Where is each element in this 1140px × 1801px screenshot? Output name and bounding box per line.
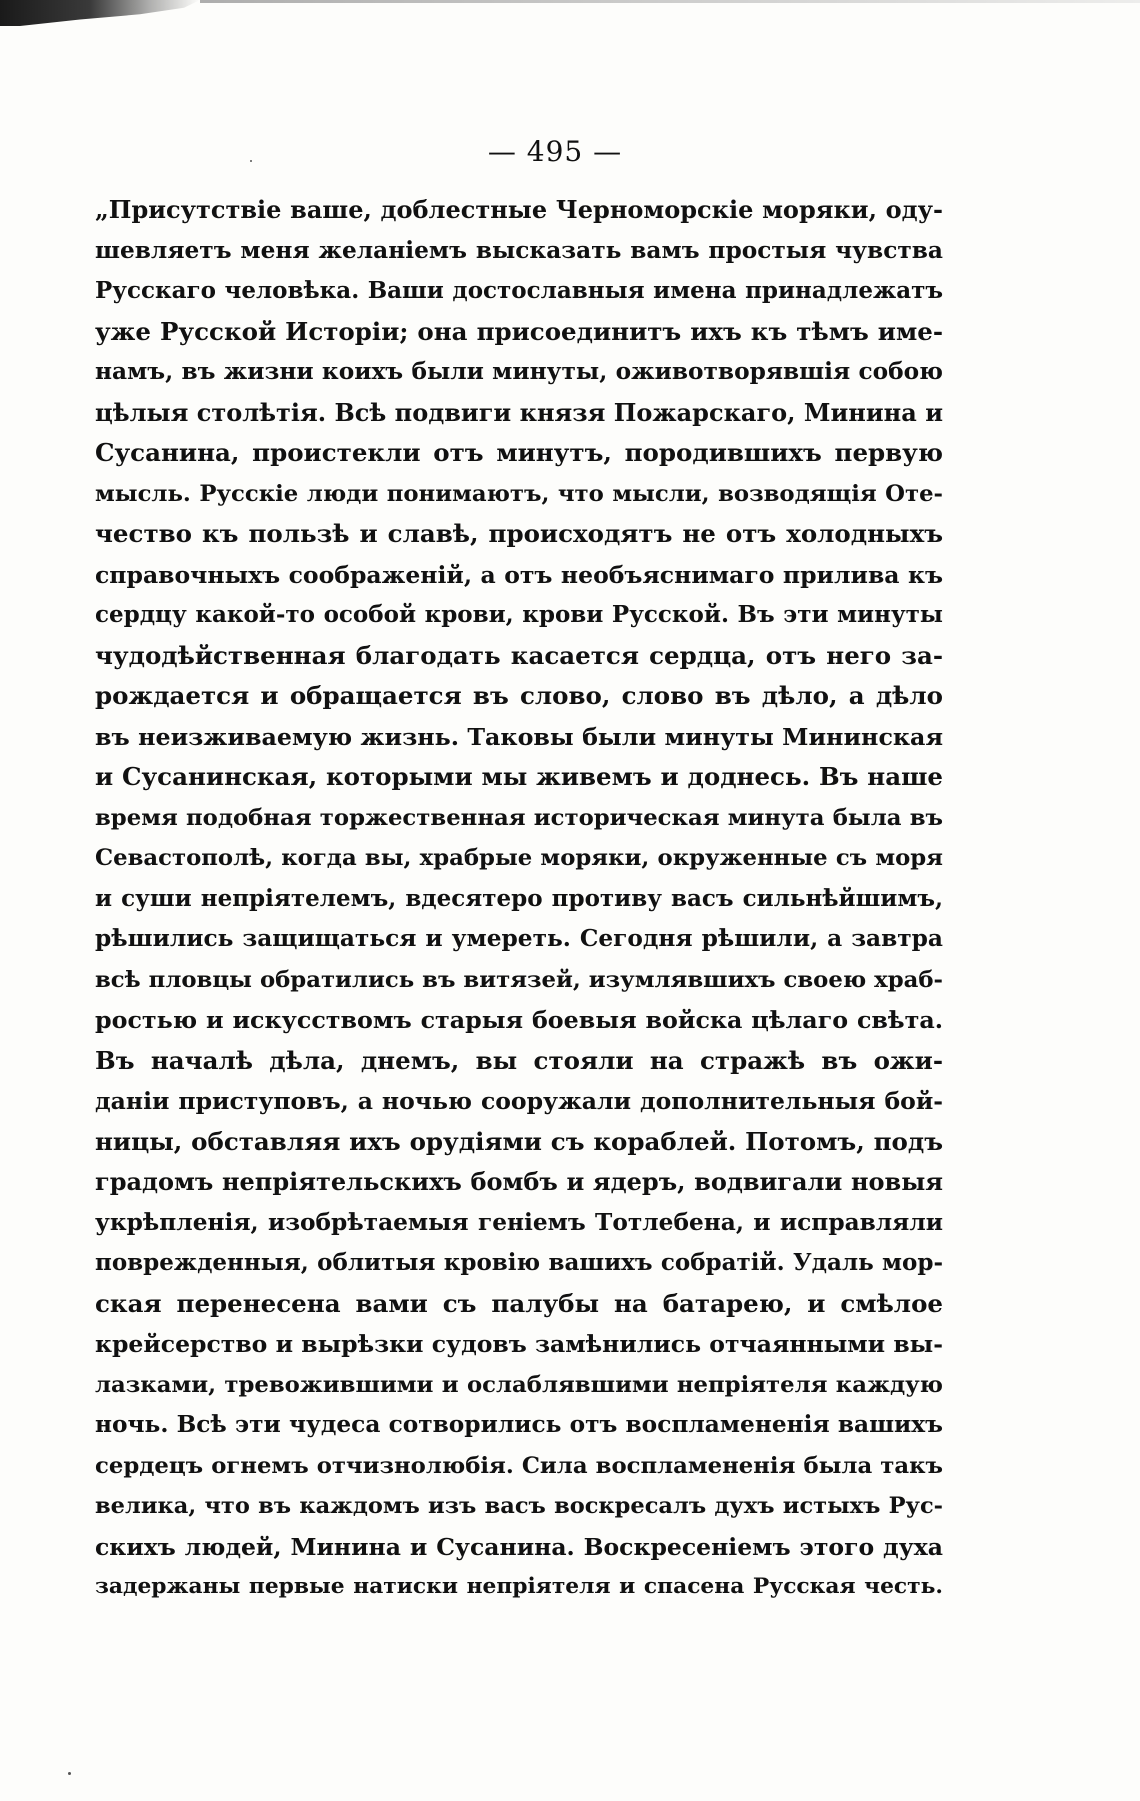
text-line: сердцу какой-то особой крови, крови Русской. Въ эти минуты bbox=[95, 601, 943, 628]
text-line: велика, что въ каждомъ изъ васъ воскресалъ духъ истыхъ Рус- bbox=[95, 1493, 943, 1519]
text-line: ростью и искусствомъ старыя боевыя войска цѣлаго свѣта. bbox=[95, 1006, 943, 1034]
text-line: Севастополѣ, когда вы, храбрые моряки, окруженные съ моря bbox=[95, 845, 943, 871]
text-line: „Присутствіе ваше, доблестные Черноморскіе моряки, оду- bbox=[95, 195, 943, 224]
text-line: ночь. Всѣ эти чудеса сотворились отъ воспламененія вашихъ bbox=[95, 1411, 943, 1438]
text-line: намъ, въ жизни коихъ были минуты, оживотворявшія собою bbox=[95, 358, 943, 385]
text-line: скихъ людей, Минина и Сусанина. Воскресеніемъ этого духа bbox=[95, 1532, 943, 1561]
text-line: чество къ пользѣ и славѣ, происходятъ не отъ холодныхъ bbox=[95, 519, 943, 548]
text-line: и суши непріятелемъ, вдесятеро противу васъ сильнѣйшимъ, bbox=[95, 884, 943, 912]
text-line: уже Русской Исторіи; она присоединитъ ихъ къ тѣмъ име- bbox=[95, 316, 943, 346]
text-line: ская перенесена вами съ палубы на батарею, и смѣлое bbox=[95, 1288, 943, 1318]
text-line: рѣшились защищаться и умереть. Сегодня рѣшили, а завтра bbox=[95, 925, 943, 952]
text-line: въ неизживаемую жизнь. Таковы были минуты Мининская bbox=[95, 722, 943, 751]
text-line: Сусанина, проистекли отъ минутъ, породившихъ первую bbox=[95, 438, 943, 467]
body-text bbox=[95, 190, 943, 1608]
text-line: поврежденныя, облитыя кровію вашихъ собратій. Удаль мор- bbox=[95, 1249, 943, 1276]
text-line: чудодѣйственная благодать касается сердца, отъ него за- bbox=[95, 640, 943, 670]
text-line: время подобная торжественная историческая минута была въ bbox=[95, 804, 943, 831]
scan-edge-line bbox=[200, 0, 1140, 3]
text-line: справочныхъ соображеній, а отъ необъяснимаго прилива къ bbox=[95, 560, 943, 589]
text-line: рождается и обращается въ слово, слово въ дѣло, а дѣло bbox=[95, 681, 943, 710]
text-line: сердецъ огнемъ отчизнолюбія. Сила воспламененія была такъ bbox=[95, 1452, 943, 1479]
text-line: шевляетъ меня желаніемъ высказать вамъ простыя чувства bbox=[95, 236, 943, 264]
text-line: крейсерство и вырѣзки судовъ замѣнились отчаянными вы- bbox=[95, 1330, 943, 1358]
page-number: — 495 — bbox=[487, 135, 623, 168]
text-line: задержаны первые натиски непріятеля и спасена Русская честь. bbox=[95, 1574, 943, 1599]
text-line: градомъ непріятельскихъ бомбъ и ядеръ, водвигали новыя bbox=[95, 1167, 943, 1196]
text-line: лазками, тревожившими и ослаблявшими непріятеля каждую bbox=[95, 1371, 943, 1398]
text-line: ницы, обставляя ихъ орудіями съ кораблей. Потомъ, подъ bbox=[95, 1126, 943, 1156]
scan-edge-smudge bbox=[0, 0, 200, 26]
text-line: и Сусанинская, которыми мы живемъ и доднесь. Въ наше bbox=[95, 762, 943, 791]
text-line: укрѣпленія, изобрѣтаемыя геніемъ Тотлебена, и исправляли bbox=[95, 1208, 943, 1236]
text-line: даніи приступовъ, а ночью сооружали дополнительныя бой- bbox=[95, 1087, 943, 1115]
text-line: Въ началѣ дѣла, днемъ, вы стояли на стражѣ въ ожи- bbox=[95, 1045, 943, 1075]
text-line: всѣ пловцы обратились въ витязей, изумлявшихъ своею храб- bbox=[95, 966, 943, 993]
text-line: мысль. Русскіе люди понимаютъ, что мысли, возводящія Оте- bbox=[95, 480, 943, 507]
text-line: Русскаго человѣка. Ваши достославныя имена принадлежатъ bbox=[95, 277, 943, 304]
scan-speck bbox=[68, 1772, 71, 1775]
text-line: цѣлыя столѣтія. Всѣ подвиги князя Пожарскаго, Минина и bbox=[95, 397, 943, 427]
